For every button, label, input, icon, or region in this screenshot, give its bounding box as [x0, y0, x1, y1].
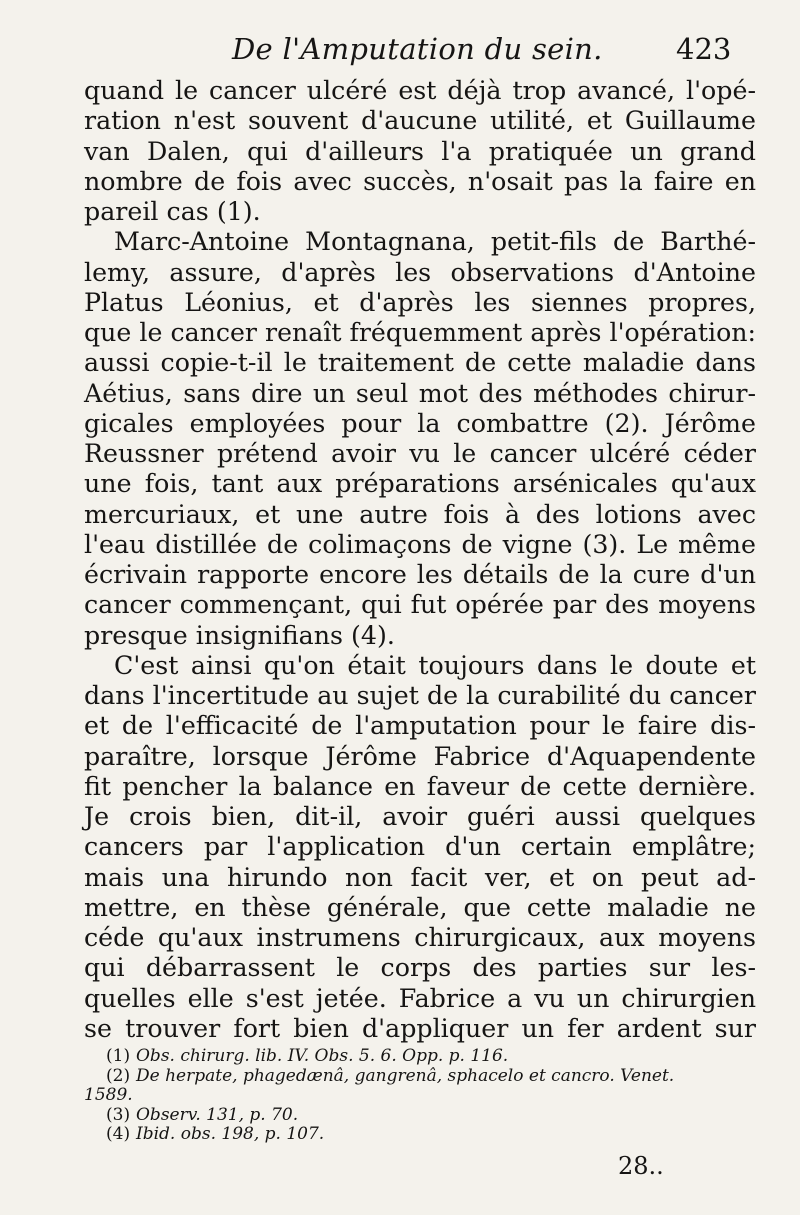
text-line: gicales employées pour la combattre (2). Jérôme [84, 408, 756, 438]
text-line: que le cancer renaît fréquemment après l'opération: [84, 318, 756, 347]
text-line: se trouver fort bien d'appliquer un fer ardent sur [84, 1013, 756, 1043]
text-line: mettre, en thèse générale, que cette maladie ne [84, 892, 756, 922]
footnote-marker: (3) [106, 1104, 131, 1125]
text-line: Platus Léonius, et d'après les siennes propres, [84, 287, 756, 317]
footnote-marker: (2) [106, 1065, 131, 1086]
text-line: céde qu'aux instrumens chirurgicaux, aux moyens [84, 923, 756, 952]
footnote-marker: (4) [106, 1124, 131, 1145]
footnote-text: De herpate, phagedænâ, gangrenâ, sphacelo et cancro. Venet. [136, 1065, 675, 1086]
text-line: écrivain rapporte encore les détails de la cure d'un [84, 560, 756, 589]
text-line: Reussner prétend avoir vu le cancer ulcéré céder [84, 439, 756, 468]
text-line: C'est ainsi qu'on était toujours dans le doute et [114, 650, 756, 680]
footnote [84, 1047, 756, 1067]
text-line: paraître, lorsque Jérôme Fabrice d'Aquapendente [84, 741, 756, 771]
page-number: 423 [676, 32, 732, 66]
text-line: quelles elle s'est jetée. Fabrice a vu un chirurgien [84, 983, 756, 1013]
text-line: pareil cas (1). [84, 197, 261, 226]
text-line: Aétius, sans dire un seul mot des méthodes chirur- [84, 378, 756, 408]
text-line: presque insignifians (4). [84, 620, 395, 650]
footnote-marker: (1) [106, 1046, 131, 1066]
text-line: ration n'est souvent d'aucune utilité, et Guillaume [84, 106, 756, 136]
text-line: une fois, tant aux préparations arsénicales qu'aux [84, 469, 756, 499]
text-line: lemy, assure, d'après les observations d'Antoine [84, 257, 756, 287]
body-text [84, 76, 756, 1044]
text-line: fit pencher la balance en faveur de cette dernière. [84, 771, 756, 801]
footnote [84, 1125, 756, 1145]
text-line: Je crois bien, dit-il, avoir guéri aussi quelques [84, 802, 756, 831]
printer-signature: 28.. [618, 1152, 664, 1180]
footnote-text: 1589. [84, 1085, 133, 1106]
text-line: et de l'efficacité de l'amputation pour le faire dis- [84, 711, 756, 741]
footnote [84, 1067, 756, 1087]
footnote-text: Obs. chirurg. lib. IV. Obs. 5. 6. Opp. p. 116. [136, 1046, 509, 1066]
text-line: qui débarrassent le corps des parties sur les- [84, 953, 756, 983]
running-title: De l'Amputation du sein. [232, 32, 603, 66]
text-line: quand le cancer ulcéré est déjà trop avancé, l'opé- [84, 76, 756, 105]
text-line: dans l'incertitude au sujet de la curabilité du cancer [84, 681, 756, 710]
text-line: Marc-Antoine Montagnana, petit-fils de Barthé- [114, 227, 756, 257]
footnote [84, 1106, 756, 1126]
footnotes [84, 1047, 756, 1145]
text-line: nombre de fois avec succès, n'osait pas la faire en [84, 166, 756, 196]
footnote [84, 1086, 756, 1106]
text-line: l'eau distillée de colimaçons de vigne (3). Le même [84, 529, 756, 559]
page-header [0, 28, 800, 68]
footnote-text: Observ. 131, p. 70. [136, 1104, 299, 1125]
text-line: aussi copie-t-il le traitement de cette maladie dans [84, 348, 756, 378]
text-line: mais una hirundo non facit ver, et on peut ad- [84, 862, 756, 892]
text-line: van Dalen, qui d'ailleurs l'a pratiquée un grand [84, 136, 756, 166]
text-line: cancer commençant, qui fut opérée par des moyens [84, 590, 756, 620]
footnote-text: Ibid. obs. 198, p. 107. [136, 1124, 325, 1145]
text-line: mercuriaux, et une autre fois à des lotions avec [84, 499, 756, 529]
text-line: cancers par l'application d'un certain emplâtre; [84, 832, 756, 862]
